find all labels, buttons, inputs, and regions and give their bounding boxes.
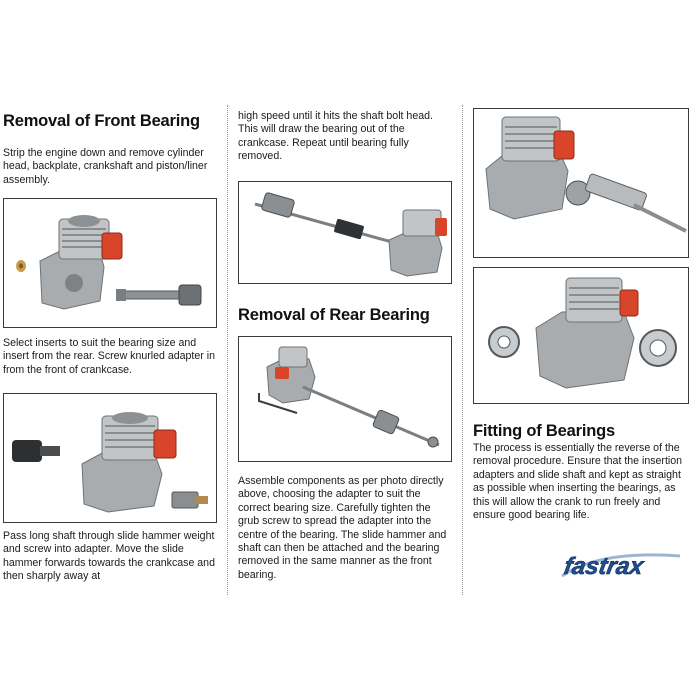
slide-hammer-weight-icon xyxy=(12,440,60,462)
slide-hammer-shaft-icon xyxy=(255,192,399,244)
col1-para-strip-engine: Strip the engine down and remove cylinder head, backplate, crankshaft and piston/liner assembly. xyxy=(3,147,208,186)
slide-hammer-shaft-icon xyxy=(303,387,439,447)
photo-engine-slide-hammer-adapter xyxy=(3,393,217,523)
col1-para-select-inserts: Select inserts to suit the bearing size and insert from the rear. Screw knurled adapter in from the front of crankcase. xyxy=(3,337,215,376)
fastrax-logo-text: fastrax xyxy=(562,553,646,580)
engine-crankcase-icon xyxy=(536,278,638,388)
fastrax-logo xyxy=(560,546,690,582)
heading-removal-rear-bearing: Removal of Rear Bearing xyxy=(238,306,430,324)
engine-crankcase-icon xyxy=(82,412,176,512)
engine-crankcase-icon xyxy=(486,117,574,219)
col1-para-pass-shaft: Pass long shaft through slide hammer weight and screw into adapter. Move the slide hammer forwards towards the crankcase and then sharply away at xyxy=(3,530,215,583)
knurled-adapter-icon xyxy=(116,285,201,305)
column-divider-1 xyxy=(227,105,228,595)
col2-para-high-speed: high speed until it hits the shaft bolt head. This will draw the bearing out of the crankcase. Repeat until bearing fully removed. xyxy=(238,110,433,163)
photo-engine-with-bearings xyxy=(473,267,689,404)
bearing-right-icon xyxy=(640,330,676,366)
col3-para-process: The process is essentially the reverse of the removal procedure. Ensure that the insertion adapters and slide shaft and kept as straight as possible when inserting the bearings, as this will allow the crank to run freely and ensure good bearing life. xyxy=(473,442,683,522)
brass-insert-icon xyxy=(16,260,26,272)
photo-engine-insertion-shaft xyxy=(473,108,689,258)
column-divider-2 xyxy=(462,105,463,595)
photo-full-assembly-front xyxy=(238,181,452,284)
col2-para-assemble-components: Assemble components as per photo directly above, choosing the adapter to suit the correct bearing size. Carefully tighten the grub screw to spread the adapter into the centre of the bearing. The slide hammer and shaft can then be attached and the bearing removed in the same manner as the front bearing. xyxy=(238,475,447,581)
engine-crankcase-icon xyxy=(389,210,447,276)
threaded-adapter-icon xyxy=(172,492,208,508)
engine-crankcase-icon xyxy=(267,347,315,403)
insertion-shaft-icon xyxy=(566,173,686,231)
heading-removal-front-bearing: Removal of Front Bearing xyxy=(3,112,200,130)
photo-rear-bearing-assembly xyxy=(238,336,452,462)
bearing-left-icon xyxy=(489,327,519,357)
engine-crankcase-icon xyxy=(40,215,122,309)
photo-engine-front-adapter xyxy=(3,198,217,328)
heading-fitting-of-bearings: Fitting of Bearings xyxy=(473,422,615,440)
